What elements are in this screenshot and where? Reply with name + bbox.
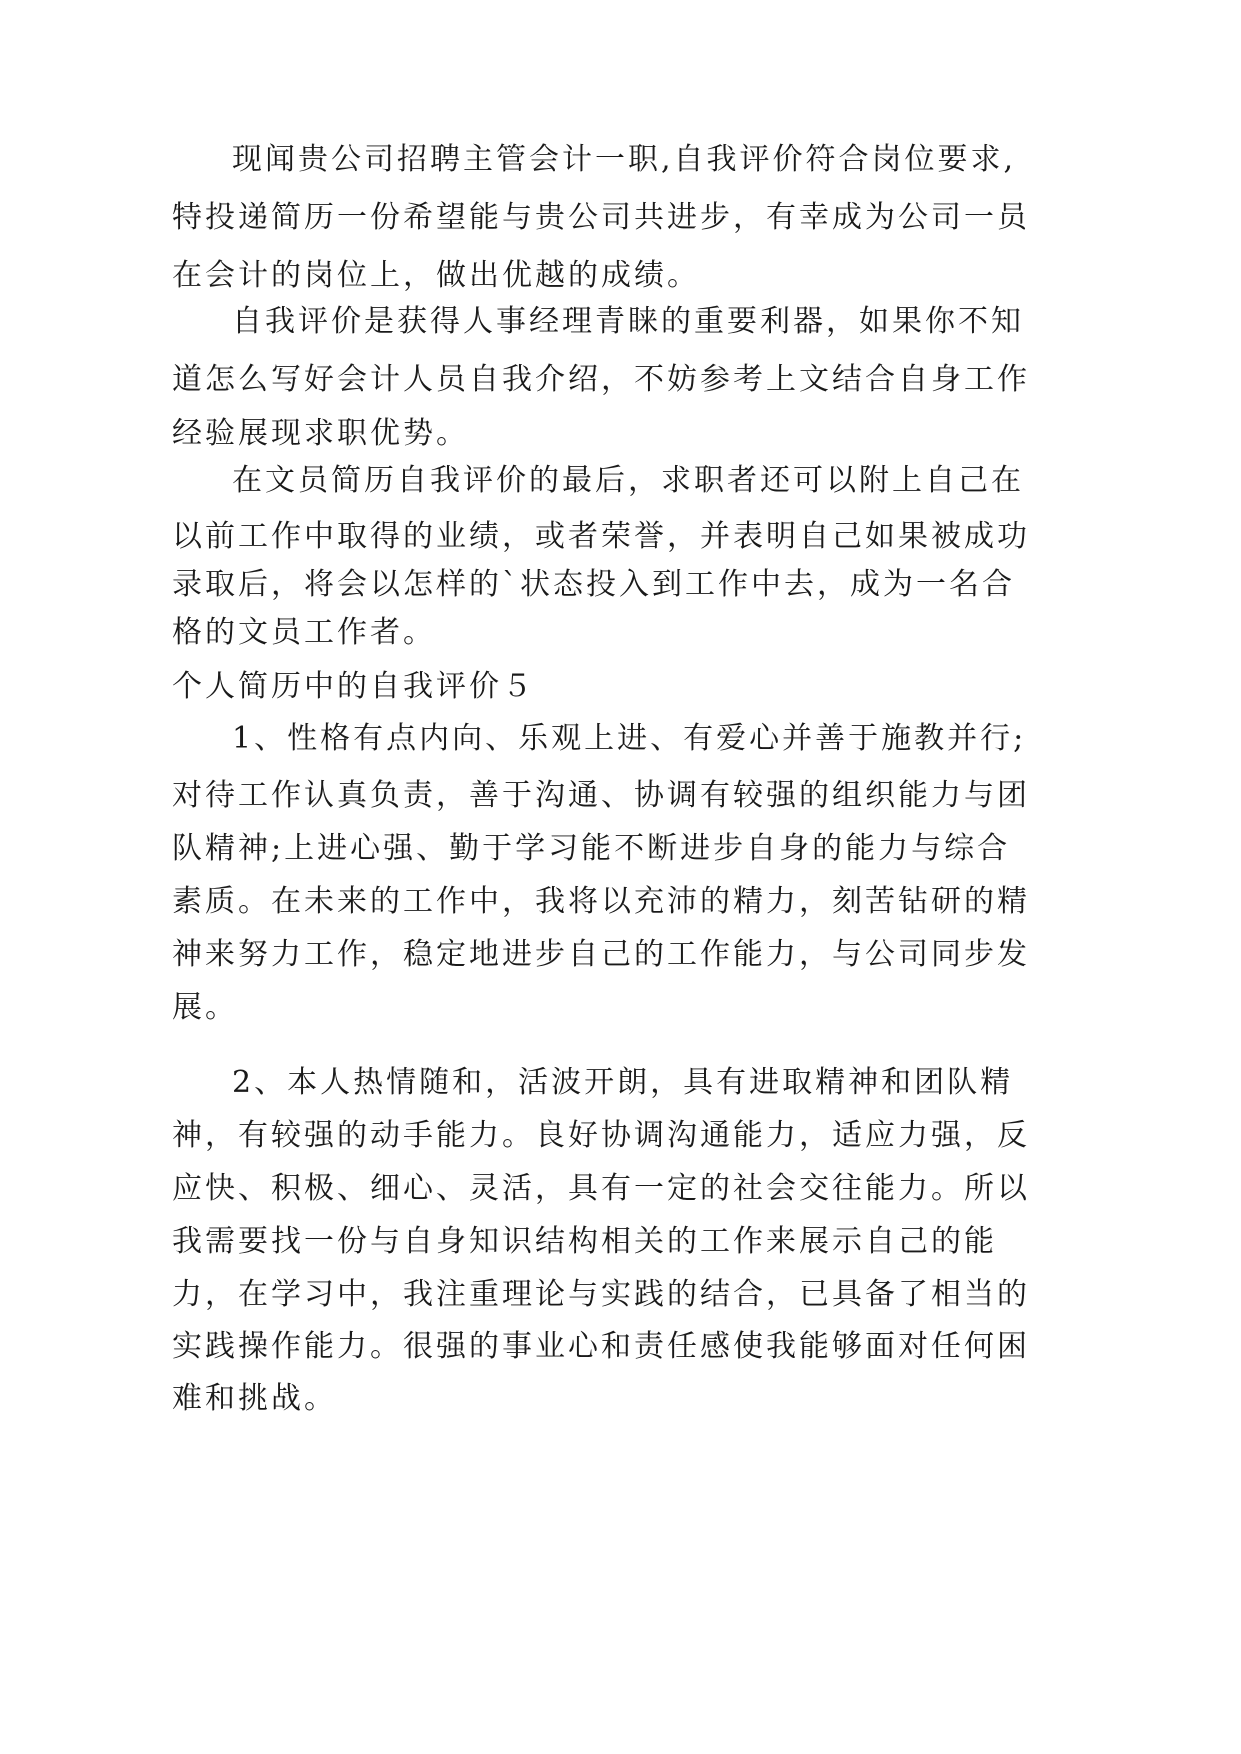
paragraph-2-line-2: 道怎么写好会计人员自我介绍，不妨参考上文结合自身工作 (172, 362, 1030, 397)
section-heading: 个人简历中的自我评价５ (172, 669, 535, 704)
paragraph-5-line-6: 实践操作能力。很强的事业心和责任感使我能够面对任何困 (172, 1329, 1030, 1364)
paragraph-4-line-5: 神来努力工作，稳定地进步自己的工作能力，与公司同步发 (172, 937, 1030, 972)
paragraph-1-line-3: 在会计的岗位上，做出优越的成绩。 (172, 258, 700, 293)
paragraph-5-line-4: 我需要找一份与自身知识结构相关的工作来展示自己的能 (172, 1224, 997, 1259)
paragraph-1-line-2: 特投递简历一份希望能与贵公司共进步，有幸成为公司一员 (172, 200, 1030, 235)
paragraph-2-line-3: 经验展现求职优势。 (172, 416, 469, 451)
paragraph-4-line-3: 队精神;上进心强、勤于学习能不断进步自身的能力与综合 (172, 831, 1011, 866)
paragraph-5-line-3: 应快、积极、细心、灵活，具有一定的社会交往能力。所以 (172, 1171, 1030, 1206)
paragraph-4-line-6: 展。 (172, 990, 238, 1025)
paragraph-4-line-2: 对待工作认真负责，善于沟通、协调有较强的组织能力与团 (172, 778, 1030, 813)
paragraph-1-line-1: 现闻贵公司招聘主管会计一职,自我评价符合岗位要求, (232, 142, 1017, 177)
paragraph-5-line-7: 难和挑战。 (172, 1381, 337, 1416)
paragraph-5-line-1: 2、本人热情随和，活波开朗，具有进取精神和团队精 (232, 1065, 1014, 1100)
paragraph-3-line-4: 格的文员工作者。 (172, 615, 436, 650)
paragraph-4-line-1: 1、性格有点内向、乐观上进、有爱心并善于施教并行; (232, 721, 1027, 756)
paragraph-2-line-1: 自我评价是获得人事经理青睐的重要利器，如果你不知 (232, 304, 1024, 339)
paragraph-3-line-1: 在文员简历自我评价的最后，求职者还可以附上自己在 (232, 463, 1024, 498)
paragraph-5-line-2: 神，有较强的动手能力。良好协调沟通能力，适应力强，反 (172, 1118, 1030, 1153)
paragraph-3-line-2: 以前工作中取得的业绩，或者荣誉，并表明自己如果被成功 (172, 519, 1030, 554)
paragraph-4-line-4: 素质。在未来的工作中，我将以充沛的精力，刻苦钻研的精 (172, 884, 1030, 919)
paragraph-3-line-3: 录取后，将会以怎样的`状态投入到工作中去，成为一名合 (172, 567, 1015, 602)
paragraph-5-line-5: 力，在学习中，我注重理论与实践的结合，已具备了相当的 (172, 1277, 1030, 1312)
